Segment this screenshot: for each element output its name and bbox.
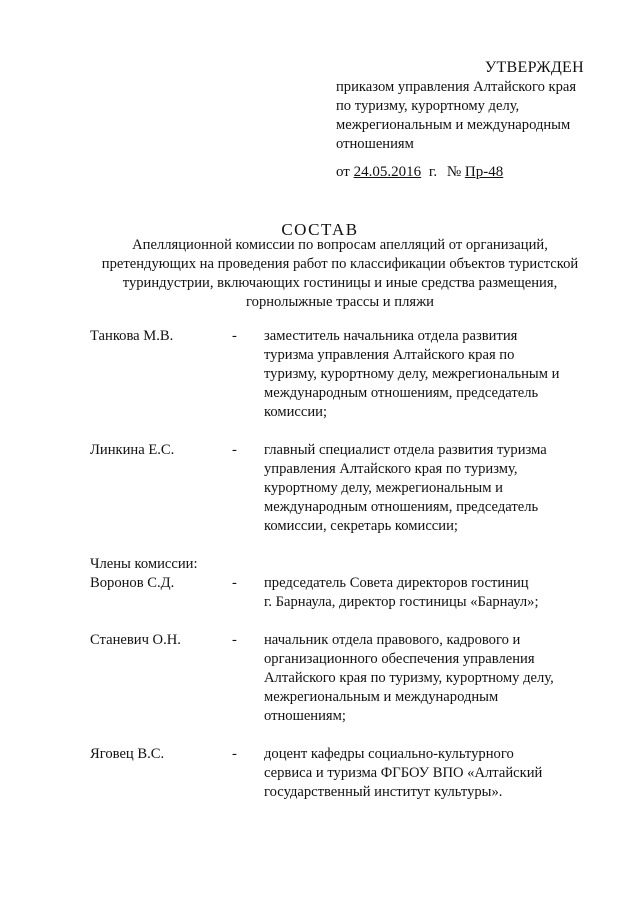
member-name: Танкова М.В. bbox=[90, 328, 174, 344]
position-line: туризму, курортному делу, межрегиональным и bbox=[264, 366, 560, 382]
spacer bbox=[90, 536, 610, 555]
date-prefix: от bbox=[336, 164, 350, 180]
member-row-voronov bbox=[90, 574, 610, 612]
member-dash: - bbox=[232, 746, 237, 762]
member-row-tankova bbox=[90, 327, 610, 422]
approval-order-line: межрегиональным и международным bbox=[336, 117, 571, 133]
position-line: туризма управления Алтайского края по bbox=[264, 347, 515, 363]
member-row-stanevich bbox=[90, 631, 610, 726]
position-line: доцент кафедры социально-культурного bbox=[264, 746, 514, 762]
members-list bbox=[90, 327, 610, 802]
order-date: 24.05.2016 bbox=[353, 164, 422, 180]
spacer bbox=[90, 612, 610, 631]
member-name: Станевич О.Н. bbox=[90, 632, 181, 648]
position-line: отношениям; bbox=[264, 708, 346, 724]
subtitle-line: туриндустрии, включающих гостиницы и иные средства размещения, bbox=[122, 275, 558, 291]
member-position bbox=[264, 327, 610, 422]
member-dash: - bbox=[232, 442, 237, 458]
position-line: Алтайского края по туризму, курортному делу, bbox=[264, 670, 554, 686]
year-suffix: г. bbox=[428, 164, 438, 180]
member-dash: - bbox=[232, 328, 237, 344]
position-line: организационного обеспечения управления bbox=[264, 651, 535, 667]
position-line: председатель Совета директоров гостиниц bbox=[264, 575, 529, 591]
position-line: г. Барнаула, директор гостиницы «Барнаул»; bbox=[264, 594, 539, 610]
approval-block bbox=[336, 58, 606, 154]
order-number: Пр-48 bbox=[464, 164, 504, 180]
number-sign: № bbox=[446, 164, 462, 180]
position-line: комиссии, секретарь комиссии; bbox=[264, 518, 458, 534]
member-position bbox=[264, 745, 610, 802]
member-position bbox=[264, 574, 610, 612]
position-line: комиссии; bbox=[264, 404, 328, 420]
member-dash: - bbox=[232, 575, 237, 591]
position-line: международным отношениям, председатель bbox=[264, 499, 539, 515]
member-name: Линкина Е.С. bbox=[90, 442, 175, 458]
order-date-line bbox=[336, 163, 503, 182]
position-line: международным отношениям, председатель bbox=[264, 385, 539, 401]
spacer bbox=[90, 422, 610, 441]
subtitle-line: Апелляционной комиссии по вопросам апелляций от организаций, bbox=[132, 237, 548, 253]
approval-order-line: по туризму, курортному делу, bbox=[336, 98, 520, 114]
subtitle-line: горнолыжные трассы и пляжи bbox=[246, 294, 434, 310]
approval-order-line: отношениям bbox=[336, 136, 414, 152]
subtitle-line: претендующих на проведения работ по классификации объектов туристской bbox=[101, 256, 579, 272]
position-line: управления Алтайского края по туризму, bbox=[264, 461, 518, 477]
position-line: начальник отдела правового, кадрового и bbox=[264, 632, 521, 648]
document-title: СОСТАВ bbox=[281, 220, 359, 239]
member-row-yagovets bbox=[90, 745, 610, 802]
position-line: межрегиональным и международным bbox=[264, 689, 499, 705]
member-position bbox=[264, 631, 610, 726]
document-subtitle bbox=[60, 236, 620, 312]
member-row-linkina bbox=[90, 441, 610, 536]
approved-heading: УТВЕРЖДЕН bbox=[484, 59, 584, 76]
position-line: сервиса и туризма ФГБОУ ВПО «Алтайский bbox=[264, 765, 543, 781]
member-name: Воронов С.Д. bbox=[90, 575, 175, 591]
position-line: заместитель начальника отдела развития bbox=[264, 328, 518, 344]
member-name: Яговец В.С. bbox=[90, 746, 165, 762]
member-dash: - bbox=[232, 632, 237, 648]
approval-order-line: приказом управления Алтайского края bbox=[336, 79, 577, 95]
spacer bbox=[90, 726, 610, 745]
members-label: Члены комиссии: bbox=[90, 556, 198, 572]
position-line: государственный институт культуры». bbox=[264, 784, 503, 800]
position-line: курортному делу, межрегиональным и bbox=[264, 480, 503, 496]
position-line: главный специалист отдела развития туризма bbox=[264, 442, 547, 458]
member-position bbox=[264, 441, 610, 536]
